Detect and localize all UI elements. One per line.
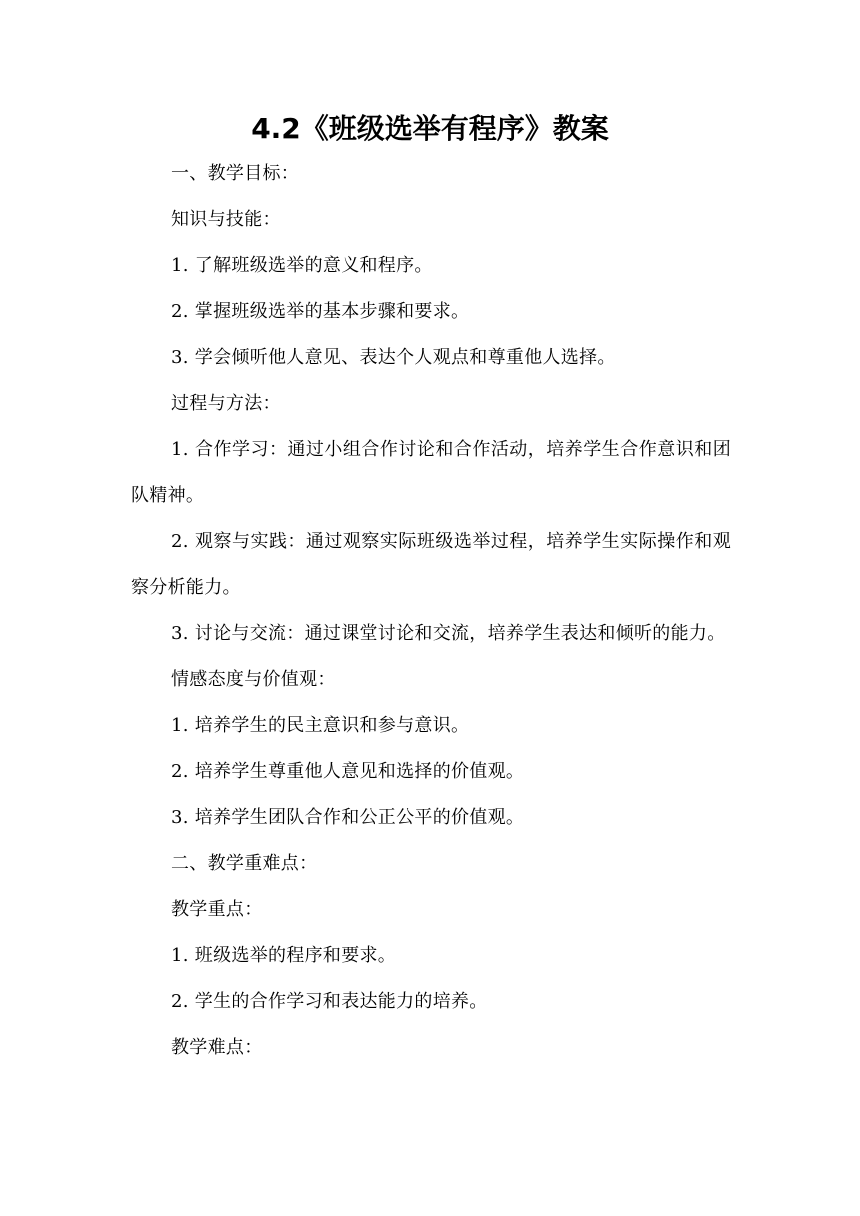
list-item: 3. 学会倾听他人意见、表达个人观点和尊重他人选择。: [171, 347, 616, 368]
list-item: 1. 班级选举的程序和要求。: [171, 945, 397, 966]
subheading-teaching-focus: 教学重点：: [171, 899, 263, 920]
list-item: 1. 培养学生的民主意识和参与意识。: [171, 715, 470, 736]
subheading-teaching-difficulties: 教学难点：: [171, 1037, 263, 1058]
list-item: 2. 掌握班级选举的基本步骤和要求。: [171, 301, 470, 322]
list-item: 1. 合作学习：通过小组合作讨论和合作活动，培养学生合作意识和团队精神。: [131, 439, 731, 506]
list-item: 3. 培养学生团队合作和公正公平的价值观。: [171, 807, 525, 828]
subheading-attitudes-values: 情感态度与价值观：: [171, 669, 336, 690]
section-heading-objectives: 一、教学目标：: [171, 163, 300, 184]
list-item: 3. 讨论与交流：通过课堂讨论和交流，培养学生表达和倾听的能力。: [171, 623, 726, 644]
subheading-process-methods: 过程与方法：: [171, 393, 281, 414]
document-title: 4.2《班级选举有程序》教案: [251, 112, 609, 145]
list-item: 1. 了解班级选举的意义和程序。: [171, 255, 433, 276]
section-heading-key-points: 二、教学重难点：: [171, 853, 318, 874]
document-body: [131, 151, 731, 1071]
list-item: 2. 学生的合作学习和表达能力的培养。: [171, 991, 488, 1012]
subheading-knowledge-skills: 知识与技能：: [171, 209, 281, 230]
list-item: 2. 观察与实践：通过观察实际班级选举过程，培养学生实际操作和观察分析能力。: [131, 531, 731, 598]
list-item: 2. 培养学生尊重他人意见和选择的价值观。: [171, 761, 525, 782]
